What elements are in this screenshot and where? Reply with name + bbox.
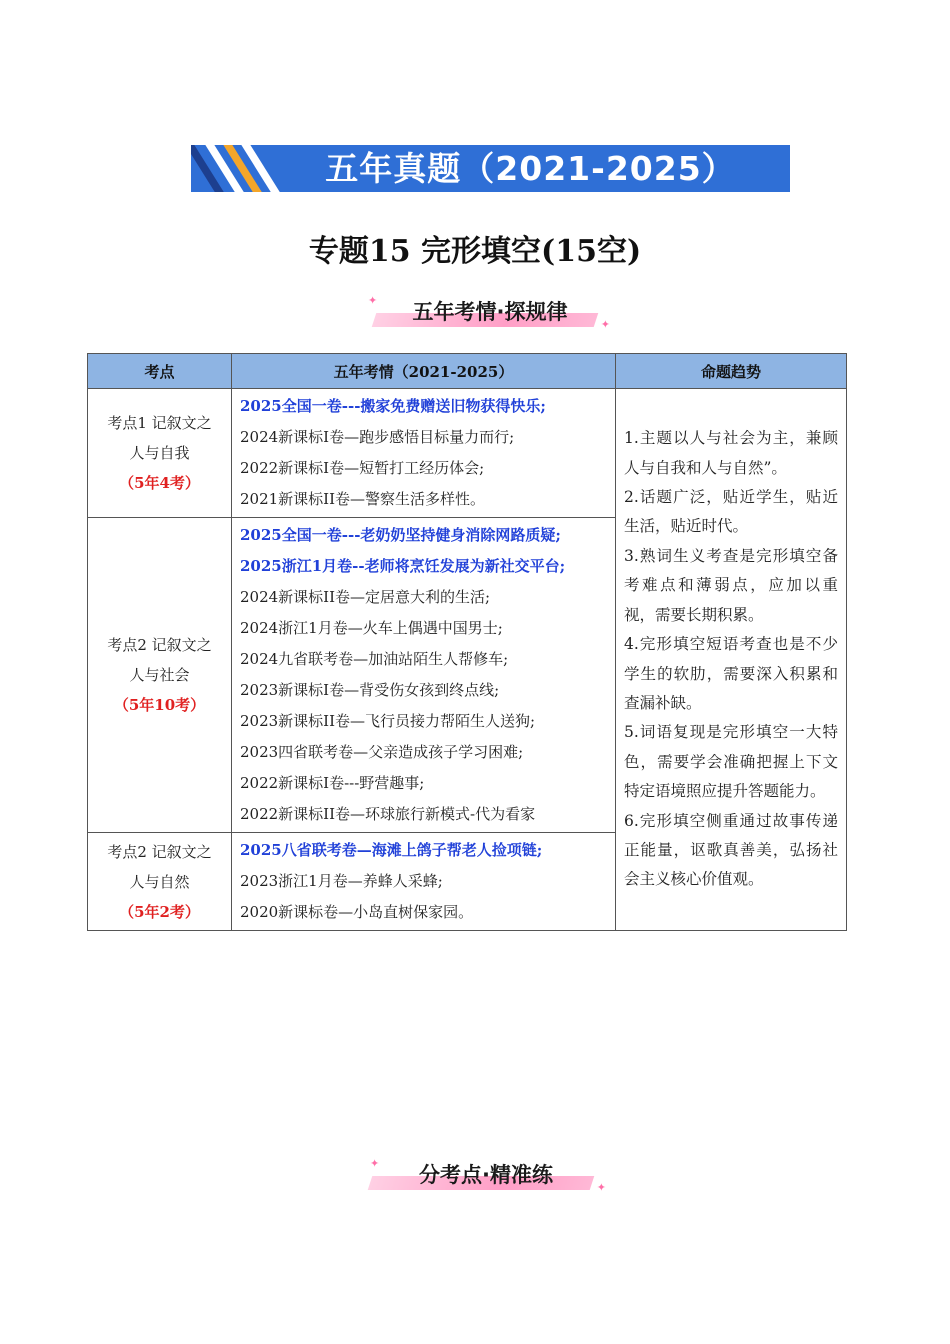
header-five-year: 五年考情（2021-2025） — [232, 354, 616, 389]
exam-item: 2024九省联考卷—加油站陌生人帮修车; — [240, 650, 509, 668]
section-head-text: 分考点·精准练 — [419, 1163, 553, 1187]
exam-item: 2022新课标II卷—环球旅行新模式-代为看家 — [240, 805, 536, 823]
point-cell — [88, 833, 232, 931]
trend-item: 6.完形填空侧重通过故事传递正能量，讴歌真善美，弘扬社会主义核心价值观。 — [624, 811, 838, 889]
exam-item: 2021新课标II卷—警察生活多样性。 — [240, 490, 486, 508]
trend-item: 1.主题以人与社会为主，兼顾人与自我和人与自然”。 — [624, 429, 838, 477]
banner-title: 五年真题（2021-2025） — [325, 149, 736, 188]
header-trend: 命题趋势 — [616, 354, 847, 389]
exam-item: 2024浙江1月卷—火车上偶遇中国男士; — [240, 619, 503, 637]
point-name: 考点2 记叙文之人与社会 — [107, 636, 212, 684]
trend-item: 5.词语复现是完形填空一大特色，需要学会准确把握上下文特定语境照应提升答题能力。 — [624, 723, 838, 801]
sparkle-icon: ✦ — [368, 294, 378, 307]
items-cell — [232, 518, 616, 833]
point-count: （5年2考） — [119, 902, 200, 921]
sparkle-icon: ✦ — [596, 1181, 606, 1194]
trend-item: 4.完形填空短语考查也是不少学生的软肋，需要深入积累和查漏补缺。 — [624, 635, 838, 712]
exam-item: 2022新课标I卷---野营趣事; — [240, 774, 425, 792]
point-cell — [88, 518, 232, 833]
table-header-row — [88, 354, 847, 389]
sparkle-icon: ✦ — [370, 1157, 380, 1170]
trend-cell — [616, 389, 847, 931]
trend-item: 3.熟词生义考查是完形填空备考难点和薄弱点，应加以重视，需要长期积累。 — [624, 546, 838, 624]
subject-title: 专题15 完形填空(15空) — [308, 234, 642, 269]
section-head-practice — [366, 1155, 606, 1195]
point-cell — [88, 389, 232, 518]
point-count: （5年10考） — [113, 696, 206, 714]
exam-item: 2025八省联考卷—海滩上鸽子帮老人捡项链; — [240, 841, 543, 859]
items-cell — [232, 389, 616, 518]
point-name: 考点2 记叙文之人与自然 — [107, 842, 212, 891]
header-point: 考点 — [88, 354, 232, 389]
point-count: （5年4考） — [119, 474, 200, 492]
trend-item: 2.话题广泛，贴近学生，贴近生活，贴近时代。 — [624, 488, 838, 536]
point-name: 考点1 记叙文之人与自我 — [107, 414, 212, 462]
exam-item: 2020新课标卷—小岛直树保家园。 — [240, 903, 474, 921]
exam-item: 2022新课标I卷—短暂打工经历体会; — [240, 459, 485, 477]
exam-item: 2024新课标I卷—跑步感悟目标量力而行; — [240, 428, 515, 446]
exam-item: 2025浙江1月卷--老师将烹饪发展为新社交平台; — [240, 557, 566, 575]
exam-item: 2025全国一卷---搬家免费赠送旧物获得快乐; — [240, 397, 546, 415]
table-row — [88, 389, 847, 518]
exam-item: 2023新课标I卷—背受伤女孩到终点线; — [240, 681, 500, 699]
exam-item: 2025全国一卷---老奶奶坚持健身消除网路质疑; — [240, 526, 561, 544]
sparkle-icon: ✦ — [600, 318, 610, 331]
exam-analysis-table — [87, 353, 847, 931]
exam-item: 2023四省联考卷—父亲造成孩子学习困难; — [240, 743, 524, 761]
section-head-text: 五年考情·探规律 — [412, 300, 568, 324]
section-head-analysis — [370, 292, 610, 332]
items-cell — [232, 833, 616, 931]
exam-item: 2023新课标II卷—飞行员接力帮陌生人送狗; — [240, 712, 536, 730]
title-banner — [191, 145, 790, 192]
exam-item: 2023浙江1月卷—养蜂人采蜂; — [240, 872, 443, 890]
exam-item: 2024新课标II卷—定居意大利的生活; — [240, 588, 491, 606]
